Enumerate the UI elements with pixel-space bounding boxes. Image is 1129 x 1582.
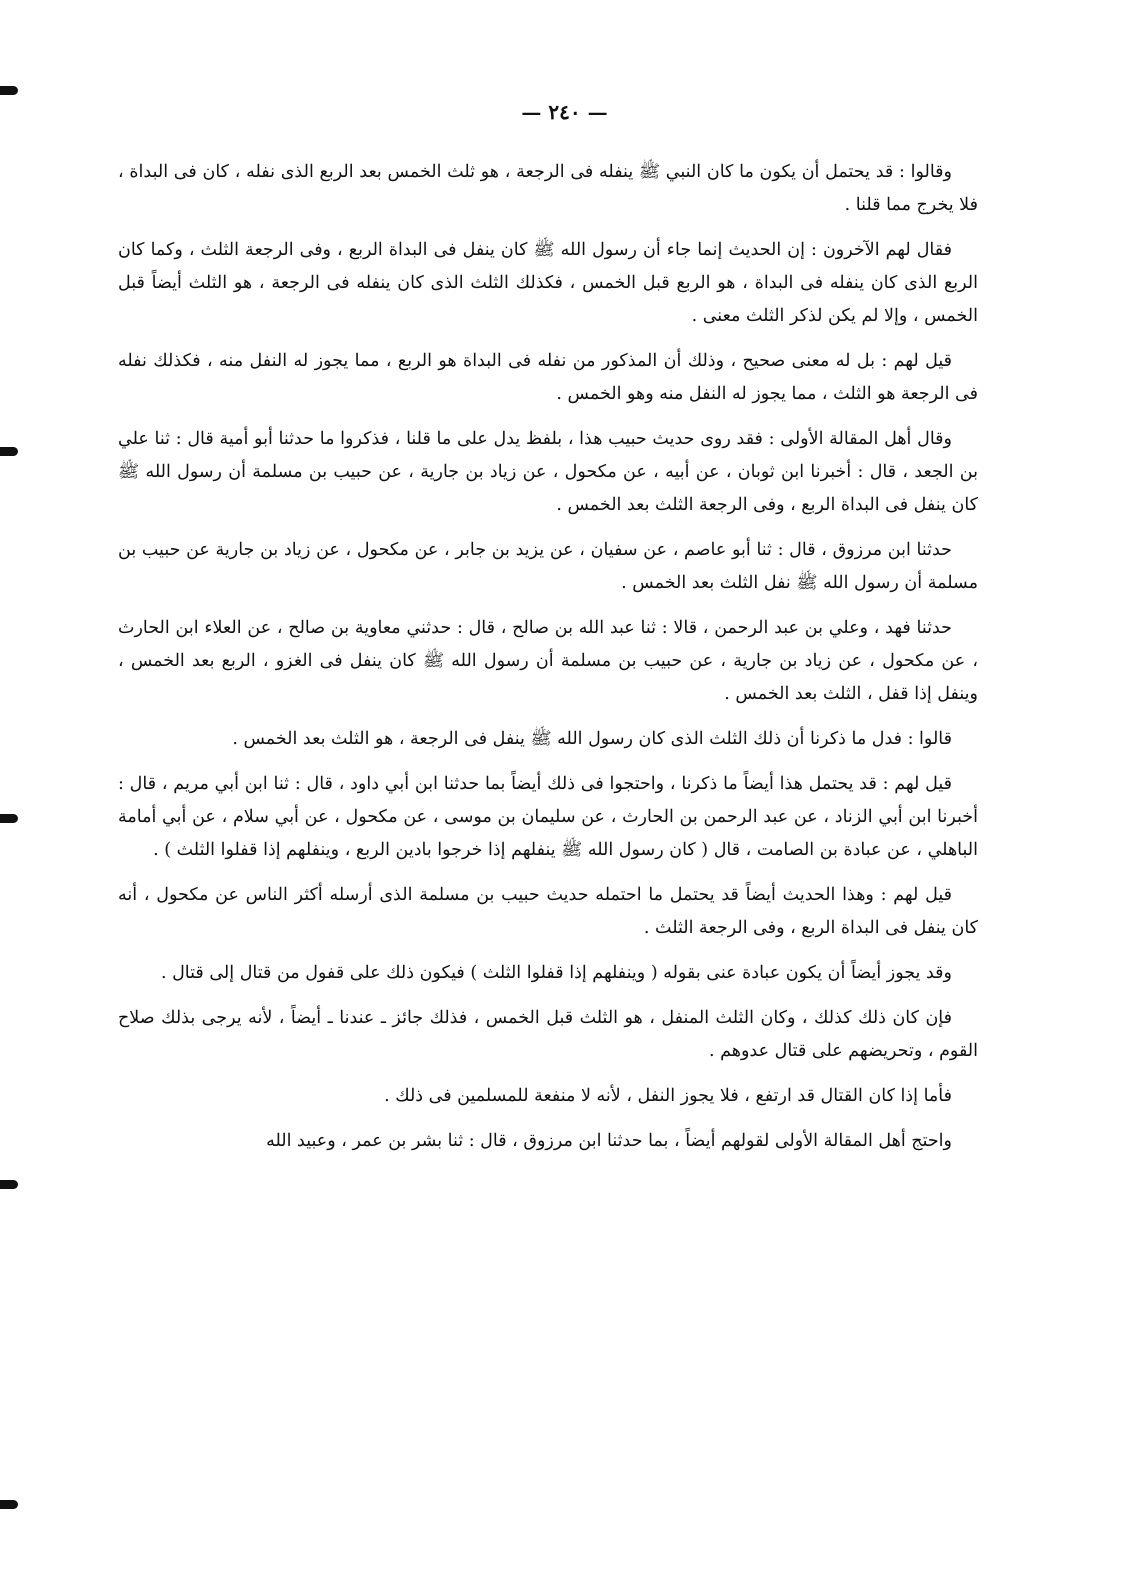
scan-edge-mark (0, 86, 18, 95)
page-body (118, 156, 978, 1170)
paragraph: قالوا : فدل ما ذكرنا أن ذلك الثلث الذى كان رسول الله ﷺ ينفل فى الرجعة ، هو الثلث بعد الخمس . (232, 729, 952, 749)
paragraph: وقالوا : قد يحتمل أن يكون ما كان النبي ﷺ ينفله فى الرجعة ، هو ثلث الخمس بعد الربع الذى نفله ، كان فى البداة ، فلا يخرج مما قلنا . (118, 162, 978, 215)
paragraph: قيل لهم : بل له معنى صحيح ، وذلك أن المذكور من نفله فى البداة هو الربع ، مما يجوز له النفل منه ، فكذلك نفله فى الرجعة هو الثلث ، مما يجوز له النفل منه وهو الخمس . (118, 351, 978, 404)
paragraph: فإن كان ذلك كذلك ، وكان الثلث المنفل ، هو الثلث قبل الخمس ، فذلك جائز ـ عندنا ـ أيضاً ، لأنه يرجى بذلك صلاح القوم ، وتحريضهم على قتال عدوهم . (118, 1008, 978, 1061)
paragraph: حدثنا ابن مرزوق ، قال : ثنا أبو عاصم ، عن سفيان ، عن يزيد بن جابر ، عن مكحول ، عن زياد بن جارية عن حبيب بن مسلمة أن رسول الله ﷺ نفل الثلث بعد الخمس . (118, 540, 978, 593)
paragraph: حدثنا فهد ، وعلي بن عبد الرحمن ، قالا : ثنا عبد الله بن صالح ، قال : حدثني معاوية بن صالح ، عن العلاء ابن الحارث ، عن مكحول ، عن زياد بن جارية ، عن حبيب بن مسلمة أن رسول الله ﷺ كان ينفل فى الغزو ، الربع بعد الخمس ، وينفل إذا قفل ، الثلث بعد الخمس . (118, 618, 978, 704)
paragraph: وقد يجوز أيضاً أن يكون عبادة عنى بقوله ( وينفلهم إذا قفلوا الثلث ) فيكون ذلك على قفول من قتال إلى قتال . (160, 963, 952, 983)
paragraph: قيل لهم : قد يحتمل هذا أيضاً ما ذكرنا ، واحتجوا فى ذلك أيضاً بما حدثنا ابن أبي داود ، قال : ثنا ابن أبي مريم ، قال : أخبرنا ابن أبي الزناد ، عن عبد الرحمن بن الحارث ، عن سليمان بن موسى ، عن مكحول ، عن أبي سلام ، عن أبي أمامة الباهلي ، عن عبادة بن الصامت ، قال ( كان رسول الله ﷺ ينفلهم إذا خرجوا بادين الربع ، وينفلهم إذا قفلوا الثلث ) . (118, 774, 978, 860)
scan-edge-mark (0, 1180, 18, 1189)
paragraph: وقال أهل المقالة الأولى : فقد روى حديث حبيب هذا ، بلفظ يدل على ما قلنا ، فذكروا ما حدثنا أبو أمية قال : ثنا علي بن الجعد ، قال : أخبرنا ابن ثوبان ، عن أبيه ، عن مكحول ، عن زياد بن جارية ، عن حبيب بن مسلمة أن رسول الله ﷺ كان ينفل فى البداة الربع ، وفى الرجعة الثلث بعد الخمس . (118, 429, 978, 515)
paragraph: واحتج أهل المقالة الأولى لقولهم أيضاً ، بما حدثنا ابن مرزوق ، قال : ثنا بشر بن عمر ، وعبيد الله (266, 1131, 952, 1151)
scan-edge-mark (0, 447, 18, 456)
scan-edge-mark (0, 814, 18, 823)
paragraph: قيل لهم : وهذا الحديث أيضاً قد يحتمل ما احتمله حديث حبيب بن مسلمة الذى أرسله أكثر الناس عن مكحول ، أنه كان ينفل فى البداة الربع ، وفى الرجعة الثلث . (118, 885, 978, 938)
page-number: — ٢٤٠ — (521, 100, 608, 124)
paragraph: فأما إذا كان القتال قد ارتفع ، فلا يجوز النفل ، لأنه لا منفعة للمسلمين فى ذلك . (384, 1086, 952, 1106)
paragraph: فقال لهم الآخرون : إن الحديث إنما جاء أن رسول الله ﷺ كان ينفل فى البداة الربع ، وفى الرجعة الثلث ، وكما كان الربع الذى كان ينفله فى البداة ، هو الربع قبل الخمس ، فكذلك الثلث الذى كان ينفله فى الرجعة ، هو الثلث أيضاً قبل الخمس ، وإلا لم يكن لذكر الثلث معنى . (118, 240, 978, 326)
scan-edge-mark (0, 1500, 18, 1509)
